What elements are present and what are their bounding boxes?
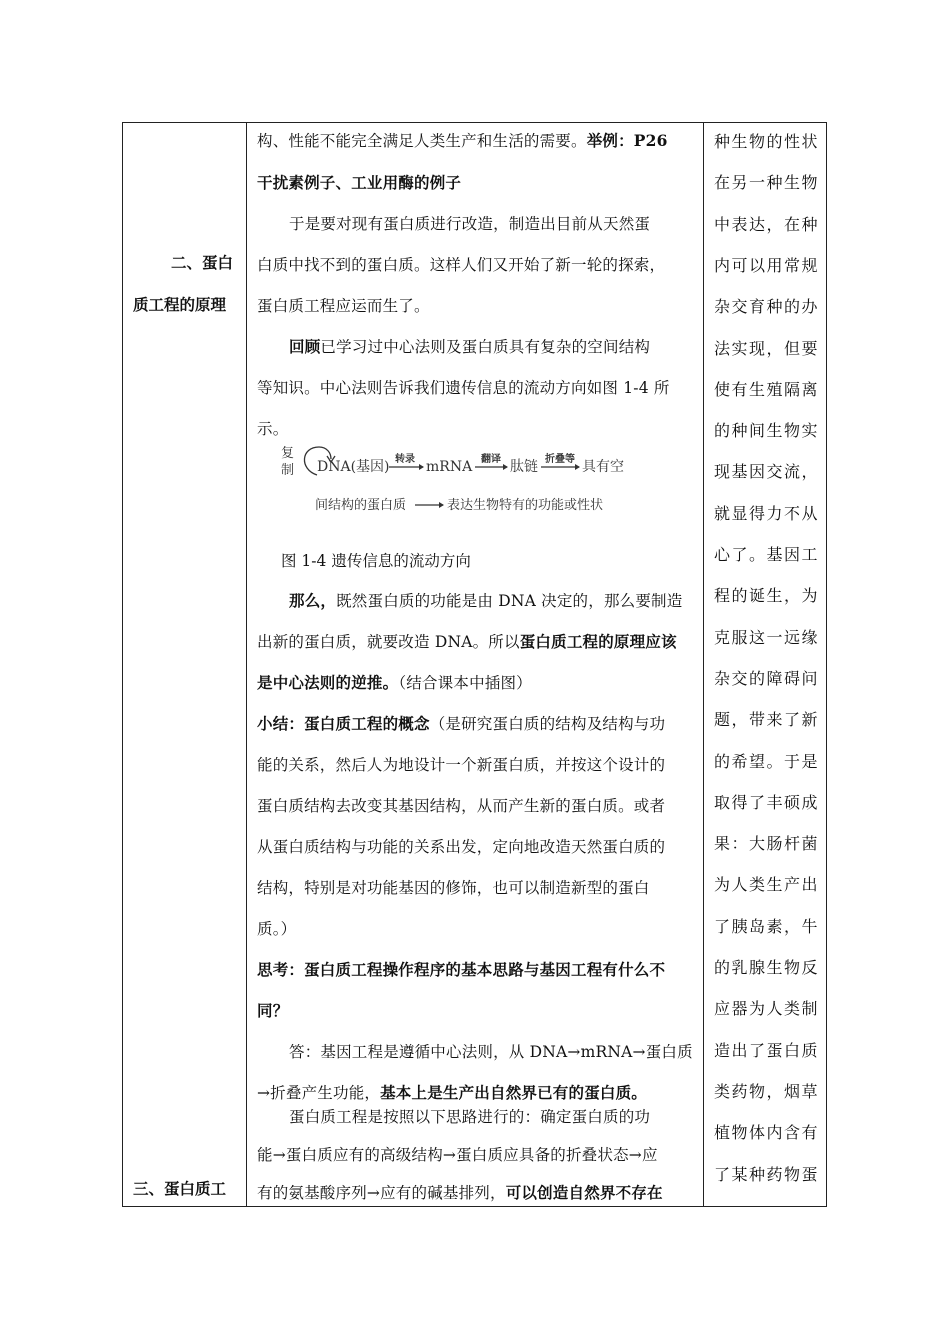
diagram-function: 表达生物特有的功能或性状 <box>447 498 604 513</box>
diagram-protein: 间结构的蛋白质 <box>315 498 407 513</box>
content-column <box>247 123 703 1206</box>
notes-line: 程的诞生，为 <box>714 586 820 606</box>
text-line: →折叠产生功能，基本上是生产出自然界已有的蛋白质。 <box>257 1083 647 1102</box>
notes-line: 法实现，但要 <box>714 338 820 358</box>
text-line: 干扰素例子、工业用酶的例子 <box>257 173 462 192</box>
arrow-head <box>503 464 508 470</box>
notes-line: 现基因交流， <box>714 462 820 482</box>
text-line: 质。） <box>257 920 297 938</box>
notes-line: 了某种药物蛋 <box>714 1164 820 1184</box>
arrow-head <box>575 464 580 470</box>
text-line: 出新的蛋白质，就要改造 DNA。所以蛋白质工程的原理应该 <box>257 632 677 651</box>
text-line: 回顾已学习过中心法则及蛋白质具有复杂的空间结构 <box>289 337 651 356</box>
diagram-replicate-label: 制 <box>281 463 295 478</box>
notes-line: 杂交育种的办 <box>714 297 820 317</box>
notes-line: 杂交的障碍问 <box>714 668 820 688</box>
text-line: 能→蛋白质应有的高级结构→蛋白质应具备的折叠状态→应 <box>257 1146 658 1164</box>
text-line: 从蛋白质结构与功能的关系出发，定向地改造天然蛋白质的 <box>257 838 666 856</box>
text-line: 蛋白质工程应运而生了。 <box>257 297 430 315</box>
diagram-transcribe: 转录 <box>395 454 415 465</box>
notes-line: 为人类生产出 <box>714 875 820 895</box>
section-label: 质工程的原理 <box>133 295 227 314</box>
section-label: 三、蛋白质工 <box>133 1179 227 1198</box>
text-line: 白质中找不到的蛋白质。这样人们又开始了新一轮的探索， <box>257 256 666 274</box>
diagram-replicate-label: 复 <box>281 446 295 461</box>
text-line: 同？ <box>257 1001 289 1020</box>
notes-line: 心了。基因工 <box>714 545 820 564</box>
text-line: 蛋白质结构去改变其基因结构，从而产生新的蛋白质。或者 <box>257 797 666 815</box>
text-line: 结构，特别是对功能基因的修饰，也可以制造新型的蛋白 <box>257 879 650 897</box>
notes-line: 的希望。于是 <box>714 751 820 771</box>
diagram-translate: 翻译 <box>481 454 501 465</box>
lesson-table <box>122 122 827 1207</box>
notes-line: 植物体内含有 <box>714 1123 820 1143</box>
notes-line: 造出了蛋白质 <box>714 1040 820 1060</box>
arrow-head <box>419 464 424 470</box>
notes-line: 应器为人类制 <box>714 999 820 1019</box>
notes-line: 的种间生物实 <box>714 421 820 441</box>
notes-line: 取得了丰硕成 <box>714 792 820 812</box>
notes-line: 种生物的性状 <box>714 132 820 151</box>
text-line: 答：基因工程是遵循中心法则，从 DNA→mRNA→蛋白质 <box>289 1043 693 1061</box>
notes-line: 类药物，烟草 <box>714 1081 820 1101</box>
notes-line: 克服这一远缘 <box>714 627 820 647</box>
text-line: 思考：蛋白质工程操作程序的基本思路与基因工程有什么不 <box>257 960 666 979</box>
notes-line: 题，带来了新 <box>714 710 820 730</box>
notes-line: 中表达，在种 <box>714 214 820 234</box>
text-line: 能的关系，然后人为地设计一个新蛋白质，并按这个设计的 <box>257 756 666 774</box>
text-line: 于是要对现有蛋白质进行改造，制造出目前从天然蛋 <box>289 215 651 233</box>
text-line: 小结：蛋白质工程的概念（是研究蛋白质的结构及结构与功 <box>257 714 666 733</box>
diagram-mrna: mRNA <box>426 459 473 475</box>
diagram-fold: 折叠等 <box>545 454 575 465</box>
diagram-spatial: 具有空 <box>582 459 624 475</box>
text-line: 示。 <box>257 420 289 438</box>
text-line: 那么，既然蛋白质的功能是由 DNA 决定的，那么要制造 <box>289 591 683 610</box>
notes-line: 果：大肠杆菌 <box>714 834 820 854</box>
arrow-head <box>439 502 444 508</box>
text-line: 是中心法则的逆推。（结合课本中插图） <box>257 673 532 692</box>
text-line: 蛋白质工程是按照以下思路进行的：确定蛋白质的功 <box>289 1108 651 1126</box>
text-line: 有的氨基酸序列→应有的碱基排列，可以创造自然界不存在 <box>257 1183 663 1202</box>
text-line: 等知识。中心法则告诉我们遗传信息的流动方向如图 1-4 所 <box>257 379 670 397</box>
notes-line: 就显得力不从 <box>714 503 820 523</box>
notes-line: 的乳腺生物反 <box>714 958 820 977</box>
figure-caption: 图 1-4 遗传信息的流动方向 <box>281 552 471 570</box>
notes-column <box>704 123 826 1206</box>
notes-line: 使有生殖隔离 <box>714 379 820 399</box>
section-label: 二、蛋白 <box>171 253 234 272</box>
section-column <box>123 123 246 1206</box>
diagram-dna: DNA(基因) <box>317 459 390 475</box>
notes-line: 在另一种生物 <box>714 173 820 193</box>
diagram-peptide: 肽链 <box>510 459 538 475</box>
notes-line: 内可以用常规 <box>714 255 820 275</box>
central-dogma-diagram <box>277 441 637 521</box>
notes-line: 了胰岛素，牛 <box>714 916 820 936</box>
text-line: 构、性能不能完全满足人类生产和生活的需要。举例：P26 <box>257 131 668 150</box>
